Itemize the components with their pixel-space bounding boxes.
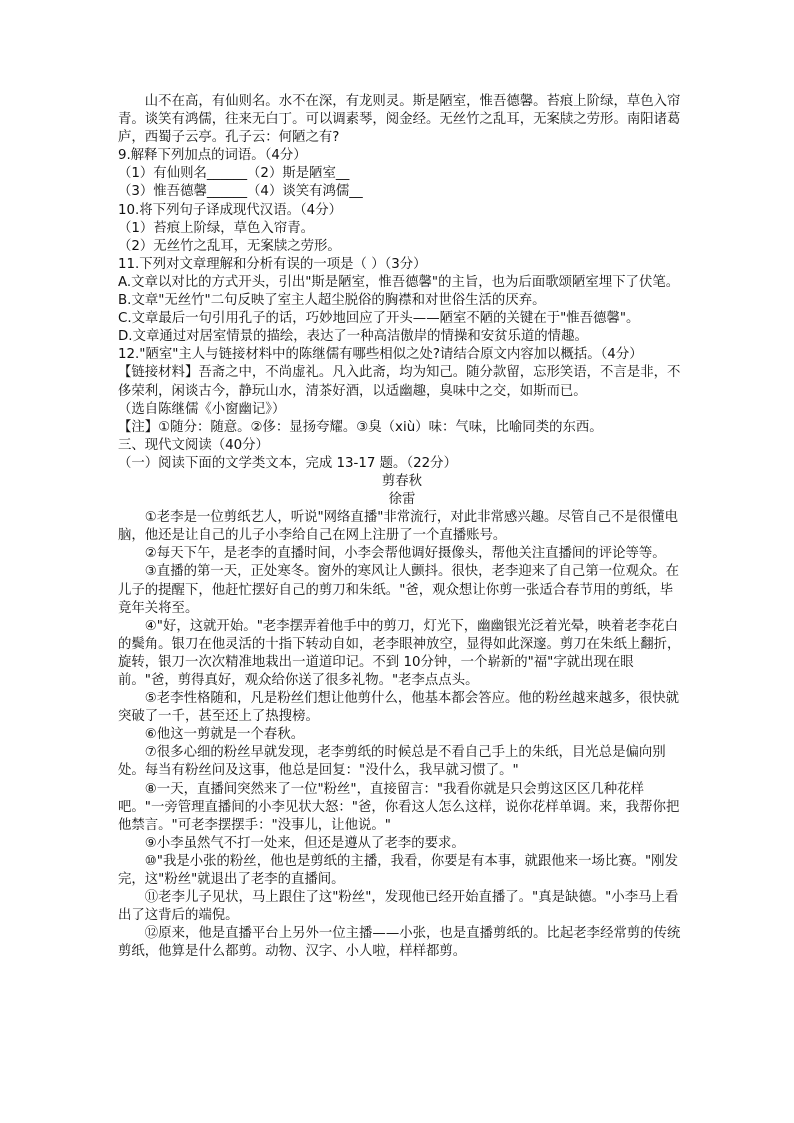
q10-title: 10.将下列句子译成现代汉语。（4分）	[118, 202, 342, 218]
section3-subheading: （一）阅读下面的文学类文本，完成 13-17 题。（22分）	[118, 455, 457, 471]
q11-option-c: C.文章最后一句引用孔子的话，巧妙地回应了开头——陋室不陋的关键在于"惟吾德馨"。	[118, 311, 640, 327]
story-paragraph: ⑫原来，他是直播平台上另外一位主播——小张，也是直播剪纸的。比起老李经常剪的传统剪纸，他算是什么都剪。动物、汉字、小人啦，样样都剪。	[118, 926, 681, 960]
q12-source: （选自陈继儒《小窗幽记》）	[118, 401, 286, 417]
q12-link-material: 【链接材料】吾斋之中，不尚虚礼。凡入此斋，均为知己。随分款留，忘形笑语，不言是非，不侈荣利，闲谈古今，静玩山水，清茶好酒，以适幽趣，臭味中之交，如斯而已。	[118, 365, 681, 399]
q11-option-d: D.文章通过对居室情景的描绘，表达了一种高洁傲岸的情操和安贫乐道的情趣。	[118, 329, 588, 345]
q10-line-1: （1）苔痕上阶绿，草色入帘青。	[118, 220, 314, 236]
story-paragraph: ⑤老李性格随和，凡是粉丝们想让他剪什么，他基本都会答应。他的粉丝越来越多，很快就突破了一千，甚至还上了热搜榜。	[118, 691, 680, 725]
q9-title: 9.解释下列加点的词语。（4分）	[118, 148, 307, 164]
q11-title: 11.下列对文章理解和分析有误的一项是（ ）（3分）	[118, 256, 427, 272]
classical-text: 山不在高，有仙则名。水不在深，有龙则灵。斯是陋室，惟吾德馨。苔痕上阶绿，草色入帘青。谈笑有鸿儒，往来无白丁。可以调素琴，阅金经。无丝竹之乱耳，无案牍之劳形。南阳诸葛庐，西蜀子云亭。孔子云：何陋之有?	[118, 94, 681, 146]
story-paragraph: ①老李是一位剪纸艺人，听说"网络直播"非常流行，对此非常感兴趣。尽管自己不是很懂电脑，他还是让自己的儿子小李给自己在网上注册了一个直播账号。	[118, 510, 678, 544]
story-paragraph: ③直播的第一天，正处寒冬。窗外的寒风让人颤抖。很快，老李迎来了自己第一位观众。在儿子的提醒下，他赶忙摆好自己的剪刀和朱纸。"爸，观众想让你剪一张适合春节用的剪纸，毕竟年关将至。	[118, 564, 680, 616]
story-title: 剪春秋	[381, 473, 423, 489]
q11-option-b: B.文章"无丝竹"二句反映了室主人超尘脱俗的胸襟和对世俗生活的厌弃。	[118, 293, 546, 309]
story-paragraph: ④"好，这就开始。"老李摆弄着他手中的剪刀，灯光下，幽幽银光泛着光晕，映着老李花白的鬓角。银刀在他灵活的十指下转动自如，老李眼神放空，显得如此深邃。剪刀在朱纸上翻折，旋转，银刀一次次精准地栽出一道道印记。不到 10分钟，一个崭新的"福"字就出现在眼前。"爸，剪得真好，观众给你送了很多礼物。"老李点点头。	[118, 618, 681, 688]
story-paragraph: ⑧一天，直播间突然来了一位"粉丝"，直接留言："我看你就是只会剪这区区几种花样吧。"一旁管理直播间的小李见状大怒："爸，你看这人怎么这样，说你花样单调。来，我帮你把他禁言。"可老李摆摆手："没事儿，让他说。"	[118, 781, 680, 833]
section3-heading: 三、现代文阅读（40分）	[118, 437, 269, 453]
story-paragraph: ②每天下午，是老李的直播时间，小李会帮他调好摄像头，帮他关注直播间的评论等等。	[144, 546, 666, 562]
story-author: 徐雷	[388, 492, 416, 508]
story-paragraph: ⑪老李儿子见状，马上跟住了这"粉丝"，发现他已经开始直播了。"真是缺德。"小李马上看出了这背后的端倪。	[118, 890, 679, 924]
q11-option-a: A.文章以对比的方式开头，引出"斯是陋室，惟吾德馨"的主旨，也为后面歌颂陋室埋下了伏笔。	[118, 274, 680, 290]
story-paragraph: ⑥他这一剪就是一个春秋。	[144, 727, 305, 743]
q9-line-1: （1）有仙则名______（2）斯是陋室__	[118, 166, 350, 182]
q9-line-2: （3）惟吾德馨______（4）谈笑有鸿儒__	[118, 184, 363, 200]
story-paragraph: ⑨小李虽然气不打一处来，但还是遵从了老李的要求。	[144, 835, 465, 851]
q12-title: 12."陋室"主人与链接材料中的陈继儒有哪些相似之处?请结合原文内容加以概括。（4分）	[118, 347, 643, 363]
q10-line-2: （2）无丝竹之乱耳，无案牍之劳形。	[118, 238, 341, 254]
exam-page	[118, 93, 686, 962]
story-paragraph: ⑩"我是小张的粉丝，他也是剪纸的主播，我看，你要是有本事，就跟他来一场比赛。"刚发完，这"粉丝"就退出了老李的直播间。	[118, 853, 678, 888]
story-paragraph: ⑦很多心细的粉丝早就发现，老李剪纸的时候总是不看自己手上的朱纸，目光总是偏向别处。每当有粉丝问及这事，他总是回复："没什么，我早就习惯了。"	[118, 745, 666, 779]
q12-note: 【注】①随分：随意。②侈：显扬夸耀。③臭（xiù）味：气味，比喻同类的东西。	[118, 419, 603, 435]
